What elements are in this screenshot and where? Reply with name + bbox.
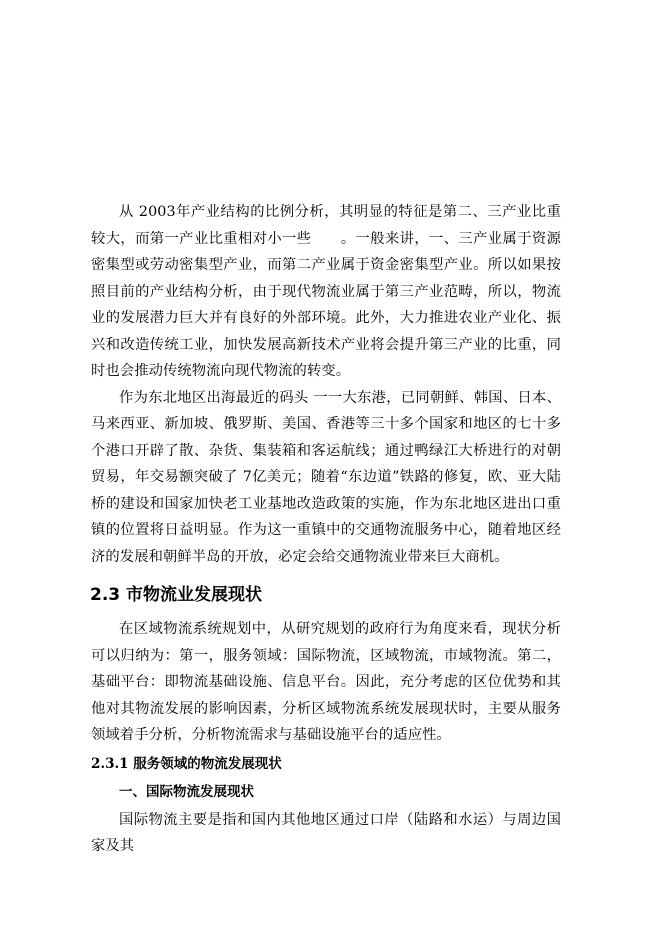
paragraph-port-trade: 作为东北地区出海最近的码头 一一大东港，已同朝鲜、韩国、日本、马来西亚、新加坡、俄罗斯、美国、香港等三十多个国家和地区的七十多个港口开辟了散、杂货、集装箱和客运航线；通过鸭绿江大桥进行的对朝贸易，年交易额突破了 7亿美元；随着“东边道”铁路的修复，欧、亚大陆桥的建设和国家加快老工业基地改造政策的实施，作为东北地区进出口重镇的位置将日益明显。作为这一重镇中的交通物流服务中心，随着地区经济的发展和朝鲜半岛的开放，必定会给交通物流业带来巨大商机。 [91, 389, 561, 565]
subsection-heading: 2.3.1 服务领域的物流发展现状 [91, 755, 282, 772]
paragraph-industry-structure: 从 2003年产业结构的比例分析，其明显的特征是第二、三产业比重较大，而第一产业比重相对小一些 。一般来讲，一、三产业属于资源密集型或劳动密集型产业，而第二产业属于资金密集型产业。所以如果按照目前的产业结构分析，由于现代物流业属于第三产业范畴，所以，物流业的发展潜力巨大并有良好的外部环境。此外，大力推进农业产业化、振兴和改造传统工业，加快发展高新技术产业将会提升第三产业的比重，同时也会推动传统物流向现代物流的转变。 [91, 204, 561, 379]
section-heading: 2.3 市物流业发展现状 [90, 585, 263, 605]
document-body [91, 199, 561, 860]
paragraph-international-logistics: 国际物流主要是指和国内其他地区通过口岸（陆路和水运）与周边国家及其 [91, 811, 561, 854]
item-heading: 一、国际物流发展现状 [119, 783, 254, 800]
paragraph-regional-logistics: 在区域物流系统规划中，从研究规划的政府行为角度来看，现状分析可以归纳为：第一，服务领域：国际物流，区域物流，市域物流。第二，基础平台：即物流基础设施、信息平台。因此，充分考虑的区位优势和其他对其物流发展的影响因素，分析区域物流系统发展现状时，主要从服务领域着手分析，分析物流需求与基础设施平台的适应性。 [91, 621, 561, 743]
